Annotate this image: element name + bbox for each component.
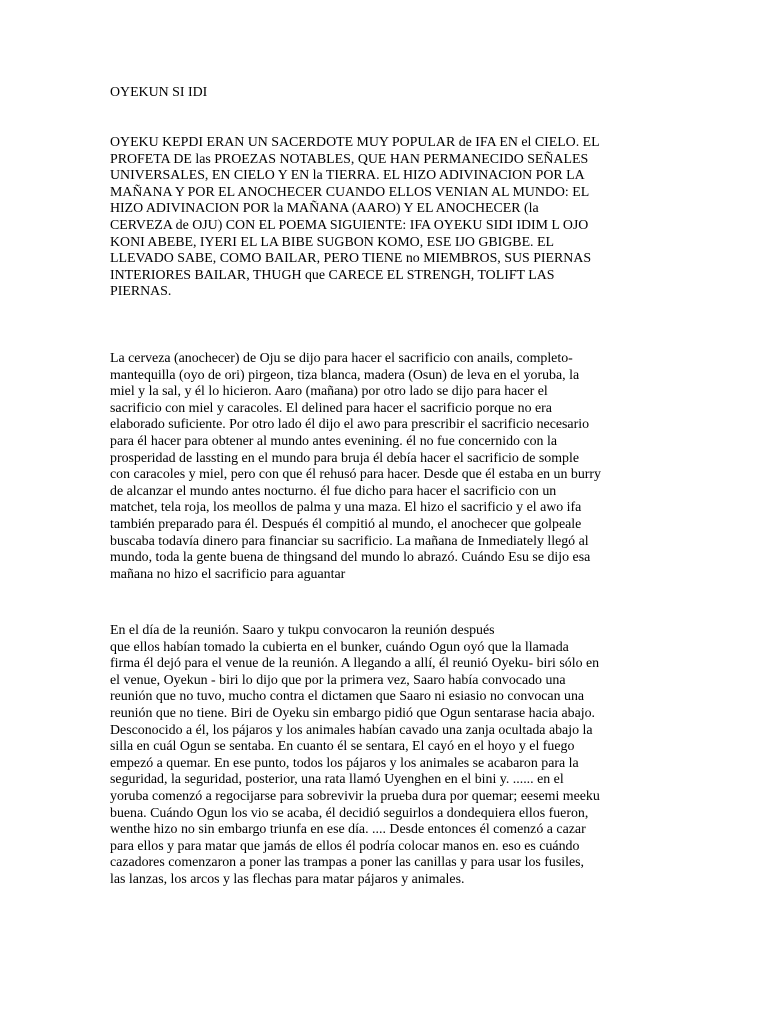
paragraph-2: La cerveza (anochecer) de Oju se dijo para hacer el sacrificio con anails, completo- mantequilla (oyo de ori) pirgeon, tiza blanca, madera (Osun) de leva en el yoruba, la miel y la sal, y él lo hicieron. Aaro (mañana) por otro lado se dijo para hacer el sacrificio con miel y caracoles. El delined para hacer el sacrificio porque no era elaborado suficiente. Por otro lado él dijo el awo para prescribir el sacrificio necesario para él hacer para obtener al mundo antes evenining. él no fue concernido con la prosperidad de lassting en el mundo para bruja él debía hacer el sacrificio de somple con caracoles y miel, pero con que él rehusó para hacer. Desde que él estaba en un burry de alcanzar el mundo antes nocturno. él fue dicho para hacer el sacrificio con un matchet, tela roja, los meollos de palma y una maza. El hizo el sacrificio y el awo ifa también preparado para él. Después él compitió al mundo, el anochecer que golpeale buscaba todavía dinero para financiar su sacrificio. La mañana de Inmediately llegó al mundo, toda la gente buena de thingsand del mundo lo abrazó. Cuándo Esu se dijo esa mañana no hizo el sacrificio para aguantar: [110, 351, 601, 582]
paragraph-3: En el día de la reunión. Saaro y tukpu convocaron la reunión después que ellos habían tomado la cubierta en el bunker, cuándo Ogun oyó que la llamada firma él dejó para el venue de la reunión. A llegando a allí, él reunió Oyeku- biri sólo en el venue, Oyekun - biri lo dijo que por la primera vez, Saaro había convocado una reunión que no tuvo, mucho contra el dictamen que Saaro ni esiasio no convocan una reunión que no tiene. Biri de Oyeku sin embargo pidió que Ogun sentarase hacia abajo. Desconocido a él, los pájaros y los animales habían cavado una zanja ocultada abajo la silla en cuál Ogun se sentaba. En cuanto él se sentara, El cayó en el hoyo y el fuego empezó a quemar. En ese punto, todos los pájaros y los animales se acabaron para la seguridad, la seguridad, posterior, una rata llamó Uyenghen en el bini y. ...... en el yoruba comenzó a regocijarse para sobrevivir la prueba dura por quemar; eesemi meeku buena. Cuándo Ogun los vio se acaba, él decidió seguirlos a dondequiera ellos fueron, wenthe hizo no sin embargo triunfa en ese día. .... Desde entonces él comenzó a cazar para ellos y para matar que jamás de ellos él podría colocar manos en. eso es cuándo cazadores comenzaron a poner las trampas a poner las canillas y para usar los fusiles, las lanzas, los arcos y las flechas para matar pájaros y animales.: [110, 623, 600, 887]
document-title: OYEKUN SI IDI: [110, 85, 208, 100]
paragraph-1: OYEKU KEPDI ERAN UN SACERDOTE MUY POPULAR de IFA EN el CIELO. EL PROFETA DE las PROEZAS NOTABLES, QUE HAN PERMANECIDO SEÑALES UNIVERSALES, EN CIELO Y EN la TIERRA. EL HIZO ADIVINACION POR LA MAÑANA Y POR EL ANOCHECER CUANDO ELLOS VENIAN AL MUNDO: EL HIZO ADIVINACION POR la MAÑANA (AARO) Y EL ANOCHECER (la CERVEZA de OJU) CON EL POEMA SIGUIENTE: IFA OYEKU SIDI IDIM L OJO KONI ABEBE, IYERI EL LA BIBE SUGBON KOMO, ESE IJO GBIGBE. EL LLEVADO SABE, COMO BAILAR, PERO TIENE no MIEMBROS, SUS PIERNAS INTERIORES BAILAR, THUGH que CARECE EL STRENGH, TOLIFT LAS PIERNAS.: [110, 135, 600, 300]
